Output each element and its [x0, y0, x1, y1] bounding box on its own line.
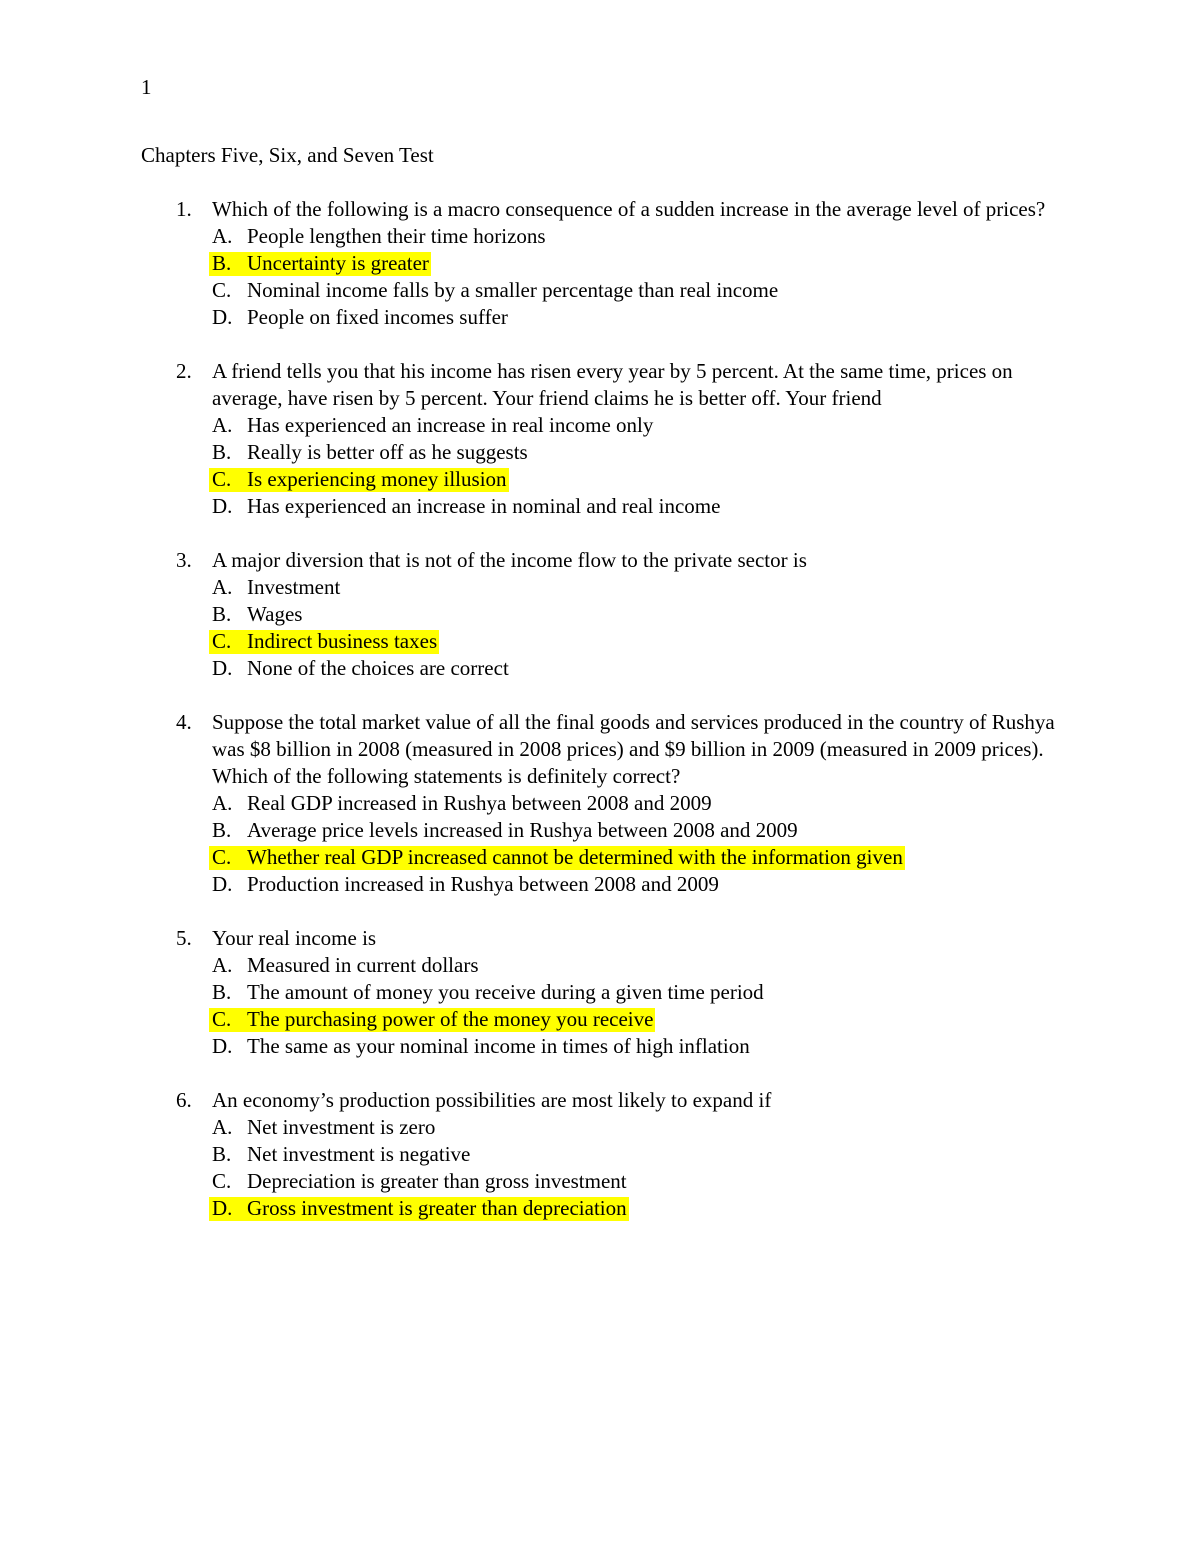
answer-text: Nominal income falls by a smaller percentage than real income [247, 278, 779, 302]
question-6 [0, 1087, 1200, 1222]
answer-text: Wages [247, 602, 303, 626]
answer-text: Measured in current dollars [247, 953, 479, 977]
question-3 [0, 547, 1200, 682]
answer-text: People lengthen their time horizons [247, 224, 546, 248]
question-number: 1. [176, 197, 192, 221]
answer-choice [0, 871, 1200, 898]
question-number: 5. [176, 926, 192, 950]
question-text: Your real income is [212, 926, 377, 950]
answer-text: Average price levels increased in Rushya between 2008 and 2009 [247, 818, 798, 842]
answer-text: Uncertainty is greater [247, 251, 429, 275]
answer-text: Is experiencing money illusion [247, 467, 507, 491]
question-number: 3. [176, 548, 192, 572]
answer-choice [0, 628, 1200, 655]
answer-text: Real GDP increased in Rushya between 2008 and 2009 [247, 791, 712, 815]
answer-text: Whether real GDP increased cannot be determined with the information given [247, 845, 903, 869]
question-text: An economy’s production possibilities are most likely to expand if [212, 1088, 772, 1112]
answer-choice [0, 952, 1200, 979]
answer-text: Depreciation is greater than gross investment [247, 1169, 627, 1193]
answer-letter: D. [212, 872, 233, 896]
answer-letter: D. [212, 1034, 233, 1058]
answer-text: The same as your nominal income in times of high inflation [247, 1034, 750, 1058]
answer-choice [0, 412, 1200, 439]
answer-text: Indirect business taxes [247, 629, 438, 653]
answer-choice [0, 655, 1200, 682]
answer-letter: A. [212, 1115, 233, 1139]
question-5 [0, 925, 1200, 1060]
question-number: 2. [176, 359, 192, 383]
question-text: Which of the following is a macro consequence of a sudden increase in the average level of prices? [212, 197, 1046, 221]
answer-choice [0, 304, 1200, 331]
answer-text: Has experienced an increase in real income only [247, 413, 654, 437]
answer-choice [0, 817, 1200, 844]
answer-letter: D. [212, 305, 233, 329]
page-number: 1 [141, 75, 152, 99]
answer-letter: C. [212, 278, 232, 302]
question-number: 6. [176, 1088, 192, 1112]
answer-text: Production increased in Rushya between 2008 and 2009 [247, 872, 719, 896]
answer-choice [0, 250, 1200, 277]
answer-text: Net investment is zero [247, 1115, 436, 1139]
answer-letter: D. [212, 494, 233, 518]
answer-text: None of the choices are correct [247, 656, 509, 680]
answer-text: The purchasing power of the money you receive [247, 1007, 654, 1031]
answer-letter: B. [212, 251, 232, 275]
question-2 [0, 358, 1200, 520]
answer-choice [0, 466, 1200, 493]
answer-letter: C. [212, 1007, 232, 1031]
answer-choice [0, 223, 1200, 250]
answer-choice [0, 277, 1200, 304]
question-4 [0, 709, 1200, 898]
answer-letter: A. [212, 953, 233, 977]
answer-text: Has experienced an increase in nominal and real income [247, 494, 721, 518]
answer-letter: C. [212, 1169, 232, 1193]
answer-text: People on fixed incomes suffer [247, 305, 508, 329]
answer-letter: D. [212, 656, 233, 680]
answer-choice [0, 439, 1200, 466]
question-list [0, 196, 1200, 1249]
answer-choice [0, 1195, 1200, 1222]
answer-letter: B. [212, 980, 232, 1004]
question-text: A major diversion that is not of the income flow to the private sector is [212, 548, 807, 572]
question-number: 4. [176, 710, 192, 734]
answer-choice [0, 844, 1200, 871]
question-text: A friend tells you that his income has risen every year by 5 percent. At the same time, prices on average, have risen by 5 percent. Your friend claims he is better off. Your friend [212, 359, 1013, 410]
answer-letter: A. [212, 575, 233, 599]
answer-letter: B. [212, 1142, 232, 1166]
answer-text: Investment [247, 575, 341, 599]
answer-letter: C. [212, 467, 232, 491]
answer-choice [0, 1168, 1200, 1195]
answer-text: Net investment is negative [247, 1142, 471, 1166]
answer-text: Really is better off as he suggests [247, 440, 528, 464]
question-1 [0, 196, 1200, 331]
question-text: Suppose the total market value of all the final goods and services produced in the country of Rushya was $8 billion in 2008 (measured in 2008 prices) and $9 billion in 2009 (measured in 2009 prices). Which of the following statements is definitely correct? [212, 710, 1055, 788]
answer-letter: B. [212, 818, 232, 842]
answer-letter: C. [212, 629, 232, 653]
answer-choice [0, 1114, 1200, 1141]
answer-letter: B. [212, 602, 232, 626]
answer-choice [0, 1033, 1200, 1060]
answer-choice [0, 574, 1200, 601]
answer-choice [0, 790, 1200, 817]
answer-choice [0, 1141, 1200, 1168]
answer-choice [0, 1006, 1200, 1033]
answer-letter: A. [212, 413, 233, 437]
answer-choice [0, 979, 1200, 1006]
answer-letter: B. [212, 440, 232, 464]
answer-text: Gross investment is greater than depreciation [247, 1196, 627, 1220]
answer-choice [0, 493, 1200, 520]
answer-letter: A. [212, 224, 233, 248]
document-title: Chapters Five, Six, and Seven Test [141, 143, 434, 167]
answer-letter: D. [212, 1196, 233, 1220]
answer-choice [0, 601, 1200, 628]
answer-letter: A. [212, 791, 233, 815]
answer-text: The amount of money you receive during a given time period [247, 980, 764, 1004]
answer-letter: C. [212, 845, 232, 869]
